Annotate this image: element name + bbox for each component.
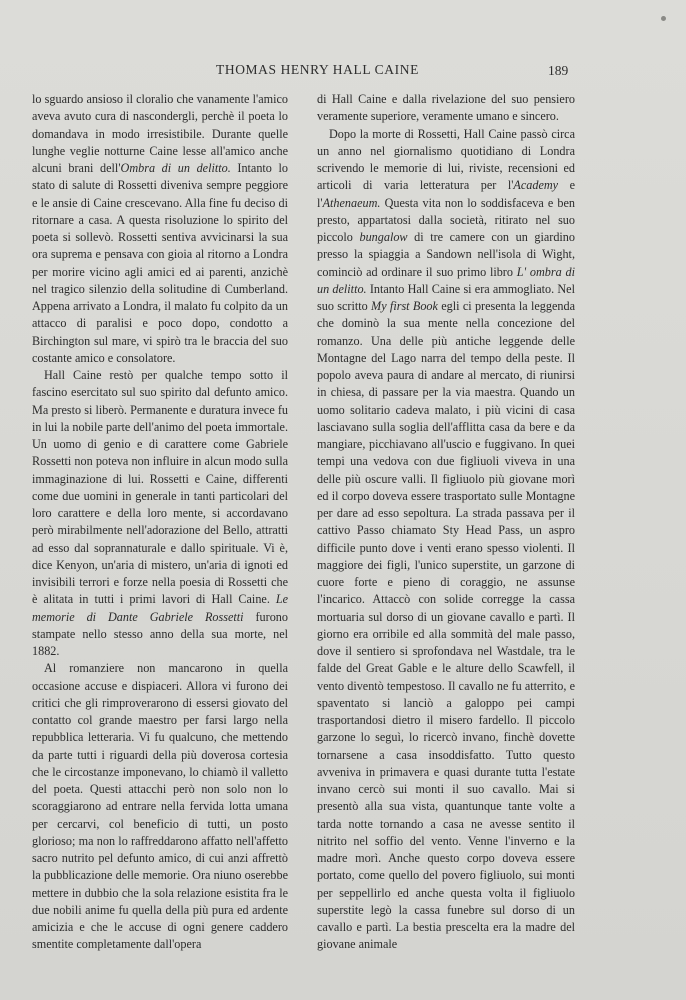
- italic-title: Ombra di un delitto.: [120, 161, 231, 175]
- left-column: [32, 91, 288, 954]
- paragraph-left-2: [32, 367, 288, 660]
- italic-title: Le memorie di Dante Gabriele Rossetti: [32, 592, 288, 624]
- paragraph-right-1: [317, 91, 575, 126]
- text-run: Questa vita non lo soddisfaceva e ben presto, appartatosi dalla società, ritirato nel suo piccolo: [317, 195, 575, 244]
- text-run: Dopo la morte di Rossetti, Hall Caine passò circa un anno nel giornalismo quotidiano di Londra scrivendo le memorie di lui, riviste, recensioni ed articoli di varia letteratura per l': [317, 126, 575, 193]
- paragraph-left-3: [32, 660, 288, 953]
- text-run: di tre camere con un giardino presso la spiaggia a Sandown nell'isola di Wight, cominciò ad ordinare il suo primo libro: [317, 230, 575, 279]
- text-run: e l': [317, 178, 575, 210]
- text-run: Intanto lo stato di salute di Rossetti diveniva sempre peggiore e le ansie di Caine crescevano. Alla fine fu deciso di ritornare a casa. A questa risoluzione lo spirito del poeta si sollevò. Rossetti sentiva avvicinarsi la sua ora suprema e pensava con gioia al ritorno a Londra per morire vicino agli amici ed ai parenti, anzichè nel tragico silenzio della solitudine di Cumberland. Appena arrivato a Londra, il malato fu colpito da un attacco di paralisi e poco dopo, condotto a Birchington sul mare, vi spirò tra le braccia del suo costante amico e consolatore.: [32, 161, 288, 365]
- text-run: Hall Caine restò per qualche tempo sotto il fascino esercitato sul suo spirito dal defunto amico. Ma presto si liberò. Permanente e duratura invece fu in lui la nobile parte dell'animo del poeta immortale. Un uomo di genio e di carattere come Gabriele Rossetti non poteva non influire in alcun modo sulla immaginazione di lui. Rossetti e Caine, differenti come due uomini in generale in tanti particolari del loro carattere e della loro mente, si accordavano però mirabilmente nell'adorazione del Bello, attratti ad esso dal soprannaturale e dallo spirituale. Vi è, dice Kenyon, un'aria di mistero, un'aria di ignoti ed invisibili terrori e forze nella poesia di Rossetti che è alitata in tutti i primi lavori di Hall Caine.: [32, 368, 288, 607]
- text-run: Intanto Hall Caine si era ammogliato. Nel suo scritto: [317, 281, 575, 313]
- italic-title: Academy: [513, 178, 559, 193]
- italic-title: Athenaeum.: [322, 195, 381, 210]
- italic-word: bungalow: [359, 230, 408, 244]
- paragraph-right-2: [317, 126, 575, 954]
- paper-speck: [661, 16, 666, 21]
- right-column: [317, 91, 575, 954]
- page-number: 189: [548, 63, 569, 78]
- italic-title: My first Book: [371, 299, 438, 313]
- text-run: egli ci presenta la leggenda che dominò la sua mente nella concezione del romanzo. Una delle più antiche leggende delle Montagne del Lago narra del tempo della peste. Il popolo aveva paura di andare al mercato, di riunirsi in chiesa, di passare per la via maestra. Quando un uomo solitario cadeva malato, i più vicini di casa lasciavano sulla soglia dell'afflitta casa da bere e da mangiare, picchiavano all'uscio e fuggivano. In quei tempi una vedova con due figliuoli viveva in una delle più oscure valli. Il figliuolo più giovane morì ed il corpo doveva essere trasportato sulle Montagne per dare ad esso sepoltura. La strada passava per il cattivo Passo chiamato Sty Head Pass, un aspro difficile punto dove i venti erano spesso violenti. Il maggiore dei figli, l'unico superstite, un garzone di cuore forte e pieno di coraggio, ne assunse l'incarico. Attaccò con solide corregge la cassa mortuaria sul dorso di un giovane cavallo e partì. Il giorno era orribile ed alla sommità del male passo, dove il sentiero si sprofondava nel Wastdale, tra le falde del Great Gable e le alture dello Scawfell, il vento diventò tempestoso. Il cavallo ne fu atterrito, e spaventato si lanciò a galoppo pei campi trasportandosi dietro il misero fardello. Il piccolo garzone lo seguì, lo ricercò invano, finchè dovette tornarsene a casa insoddisfatto. Tutto questo avveniva in primavera e quasi durante tutta l'estate invano cercò sui monti il suo cavallo. Mai si presentò alla sua vista, quantunque tante volte a tarda notte tornando a casa ne avesse sentito il nitrito nel soffio del vento. Venne l'inverno e la madre morì. Anche questo corpo doveva essere portato, come quello del povero figliuolo, sui monti per seppellirlo ed anche questa volta il figliuolo superstite legò la cassa funebre sul dorso di un cavallo e partì. La bestia prescelta era la madre del giovane animale: [317, 299, 575, 952]
- italic-title: L' ombra di un delitto.: [317, 264, 575, 296]
- text-run: furono stampate nello stesso anno della sua morte, nel 1882.: [32, 609, 288, 658]
- text-run: di Hall Caine e dalla rivelazione del suo pensiero veramente superiore, veramente umano e sincero.: [317, 92, 575, 124]
- running-title: THOMAS HENRY HALL CAINE: [216, 62, 419, 77]
- text-run: Al romanziere non mancarono in quella occasione accuse e dispiaceri. Allora vi furono dei critici che gli rimproverarono di essersi giovato del contatto col grande maestro per farsi largo nella repubblica letteraria. Vi fu qualcuno, che mettendo da parte tutti i riguardi della più doverosa cortesia che le circostanze imponevano, lo chiamò il valletto del poeta. Questi attacchi però non solo non lo scoraggiarono ad entrare nella fervida lotta umana per cercarvi, col beneficio di tutti, un posto glorioso; ma non lo raffreddarono affatto nell'affetto sacro nutrito pel defunto amico, di cui anzi affrettò la pubblicazione delle memorie. Ora niuno oserebbe mettere in dubbio che la sola relazione esistita fra le due nobili anime fu quella della più pura ed ardente amicizia e che le accuse di ogni genere caddero smentite completamente dall'opera: [32, 661, 288, 952]
- paragraph-left-1: [32, 91, 288, 367]
- text-run: lo sguardo ansioso il cloralio che vanamente l'amico aveva avuto cura di nascondergli, perchè il poeta lo domandava in modo irresistibile. Durante quelle lunghe veglie notturne Caine lesse all'amico anche alcuni brani dell': [32, 92, 288, 175]
